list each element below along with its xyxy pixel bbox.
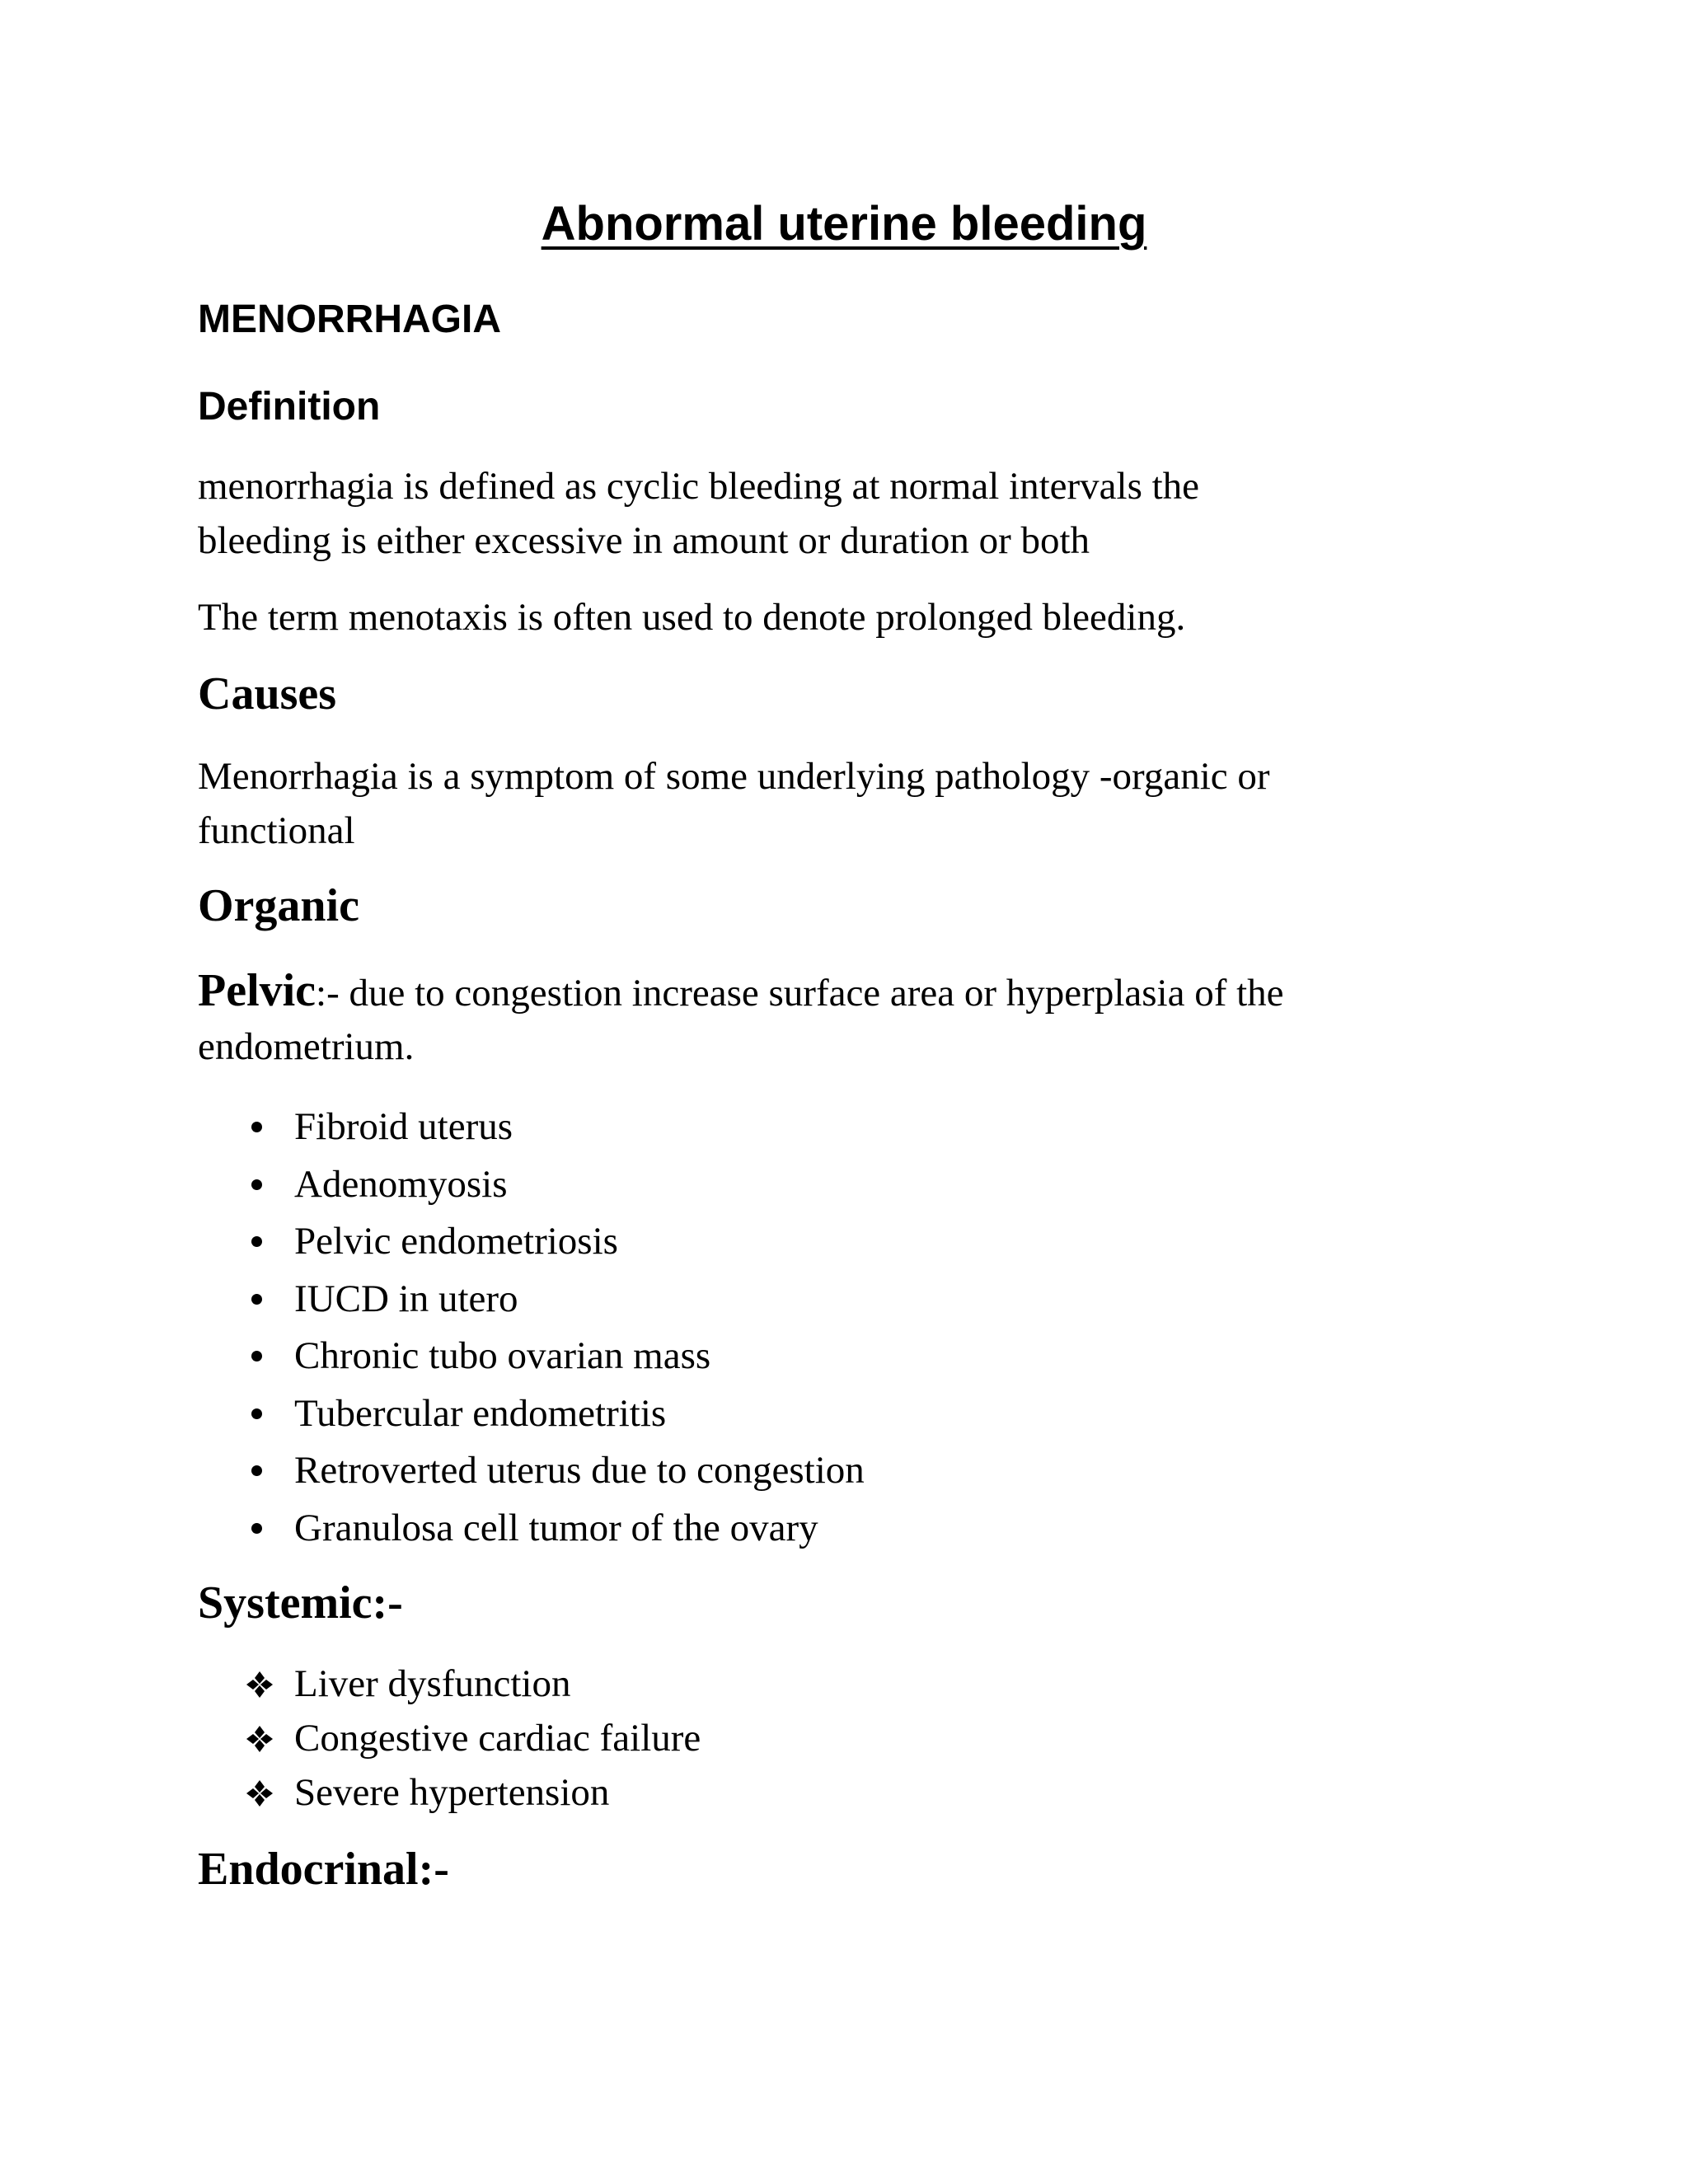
section-heading-menorrhagia: MENORRHAGIA: [198, 298, 501, 341]
pelvic-label: Pelvic: [198, 965, 316, 1016]
bullet-icon: [251, 1523, 262, 1534]
four-diamond-bullet-icon: [246, 1779, 274, 1807]
document-page: Abnormal uterine bleeding MENORRHAGIA Definition menorrhagia is defined as cyclic bleeding at normal intervals the bleeding is either excessive in amount or duration or both The term menotaxis is often used to denote prolonged bleeding. Causes Menorrhagia is a symptom of some underlying pathology -organic or functional Organic Pelvic:- due to congestion increase surface area or hyperplasia of the endometrium. Fibroid uterus Adenomyosis Pelvic endometriosis IUCD in utero Chronic tubo ovarian mass Tubercular endometritis Retroverted uterus due to congestion Granulosa cell tumor of the ovary Systemic:- Liver dysfunction Congestive cardiac failure Severe hypertension Endocrinal:-: [0, 0, 1688, 2184]
definition-line-2: bleeding is either excessive in amount or duration or both: [198, 519, 1090, 562]
bullet-icon: [251, 1465, 262, 1476]
pelvic-text: :- due to congestion increase surface area or hyperplasia of the: [316, 972, 1284, 1015]
four-diamond-bullet-icon: [246, 1725, 274, 1753]
four-diamond-bullet-icon: [246, 1671, 274, 1699]
definition-heading: Definition: [198, 385, 381, 429]
bullet-icon: [251, 1351, 262, 1361]
document-title: Abnormal uterine bleeding: [541, 197, 1147, 251]
pelvic-line-2: endometrium.: [198, 1025, 415, 1068]
organic-heading: Organic: [198, 880, 359, 931]
endocrinal-heading: Endocrinal:-: [198, 1844, 449, 1895]
menotaxis-note: The term menotaxis is often used to denote prolonged bleeding.: [198, 596, 1186, 639]
definition-line-1: menorrhagia is defined as cyclic bleeding at normal intervals the: [198, 465, 1200, 508]
causes-heading: Causes: [198, 668, 337, 719]
causes-line-2: functional: [198, 809, 355, 852]
bullet-icon: [251, 1294, 262, 1305]
bullet-icon: [251, 1179, 262, 1190]
bullet-icon: [251, 1408, 262, 1419]
pelvic-line: [198, 963, 1284, 1020]
bullet-icon: [251, 1236, 262, 1247]
bullet-icon: [251, 1122, 262, 1132]
causes-line-1: Menorrhagia is a symptom of some underlying pathology -organic or: [198, 755, 1270, 798]
systemic-heading: Systemic:-: [198, 1577, 403, 1629]
